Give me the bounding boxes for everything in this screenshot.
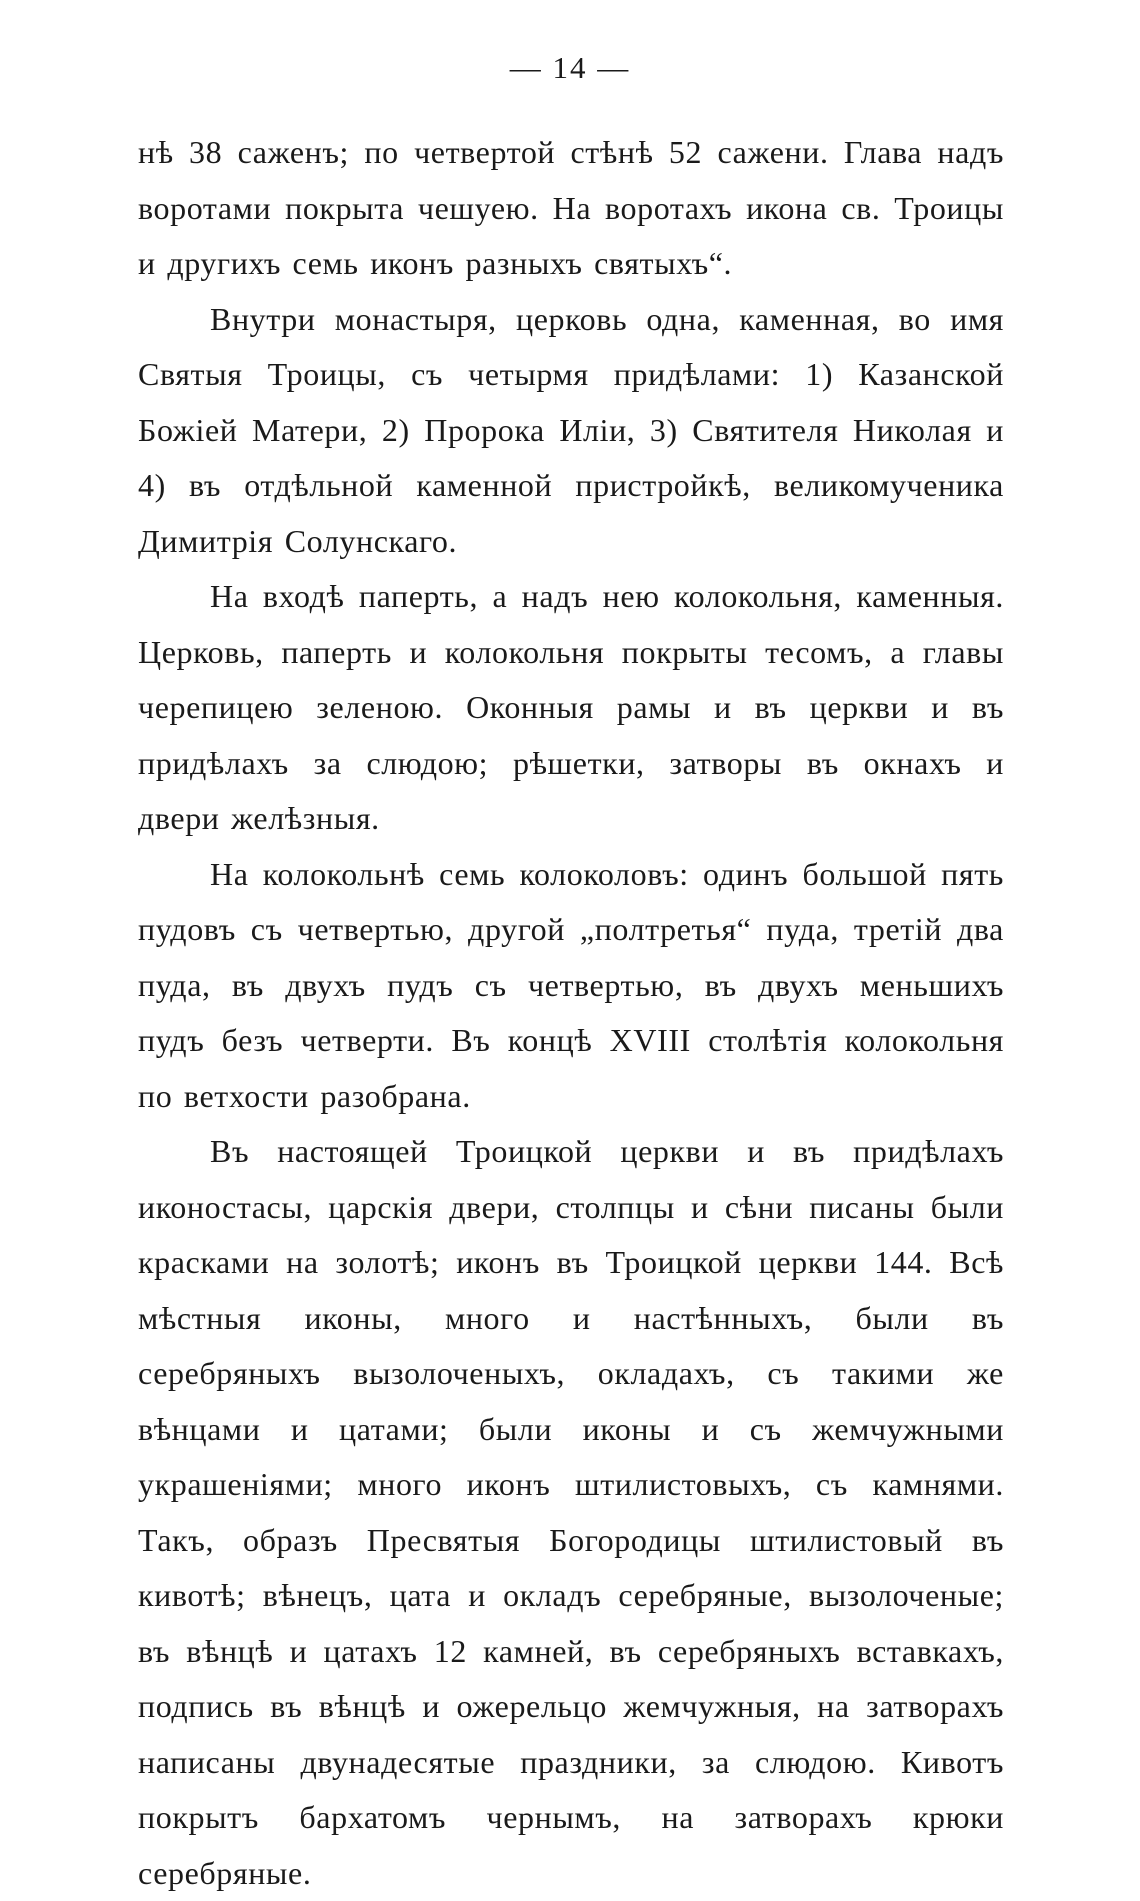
paragraph-continued: нѣ 38 саженъ; по четвертой стѣнѣ 52 сажени. Глава надъ воротами покрыта чешуею. На воротахъ икона св. Троицы и другихъ семь иконъ разныхъ святыхъ“. — [138, 134, 1004, 281]
paragraph-icons: Въ настоящей Троицкой церкви и въ придѣлахъ иконостасы, царскія двери, столпцы и сѣни писаны были красками на золотѣ; иконъ въ Троицкой церкви 144. Всѣ мѣстныя иконы, много и настѣнныхъ, были въ серебряныхъ вызолоченыхъ, окладахъ, съ такими же вѣнцами и цатами; были иконы и съ жемчужными украшеніями; много иконъ штилистовыхъ, съ камнями. Такъ, образъ Пресвятыя Богородицы штилистовый въ кивотѣ; вѣнецъ, цата и окладъ серебряные, вызолоченые; въ вѣнцѣ и цатахъ 12 камней, въ серебряныхъ вставкахъ, подпись въ вѣнцѣ и ожерельцо жемчужныя, на затворахъ написаны двунадесятые праздники, за слюдою. Кивотъ покрытъ бархатомъ чернымъ, на затворахъ крюки серебряные. — [138, 1133, 1004, 1891]
paragraph-bells: На колокольнѣ семь колоколовъ: одинъ большой пять пудовъ съ четвертью, другой „полтретья“ пуда, третій два пуда, въ двухъ пудъ съ четвертью, въ двухъ меньшихъ пудъ безъ четверти. Въ концѣ XVIII столѣтія колокольня по ветхости разобрана. — [138, 855, 1004, 1114]
page-number: — 14 — — [509, 50, 631, 85]
paragraph-monastery-church: Внутри монастыря, церковь одна, каменная, во имя Святыя Троицы, съ четырмя придѣлами: 1) Казанской Божіей Матери, 2) Пророка Иліи, 3) Святителя Николая и 4) въ отдѣльной каменной пристройкѣ, великомученика Димитрія Солунскаго. — [138, 300, 1004, 559]
paragraph-porch-belfry: На входѣ паперть, а надъ нею колокольня, каменныя. Церковь, паперть и колокольня покрыты тесомъ, а главы черепицею зеленою. Оконныя рамы и въ церкви и въ придѣлахъ за слюдою; рѣшетки, затворы въ окнахъ и двери желѣзныя. — [138, 578, 1004, 836]
body-text — [138, 125, 1004, 1901]
